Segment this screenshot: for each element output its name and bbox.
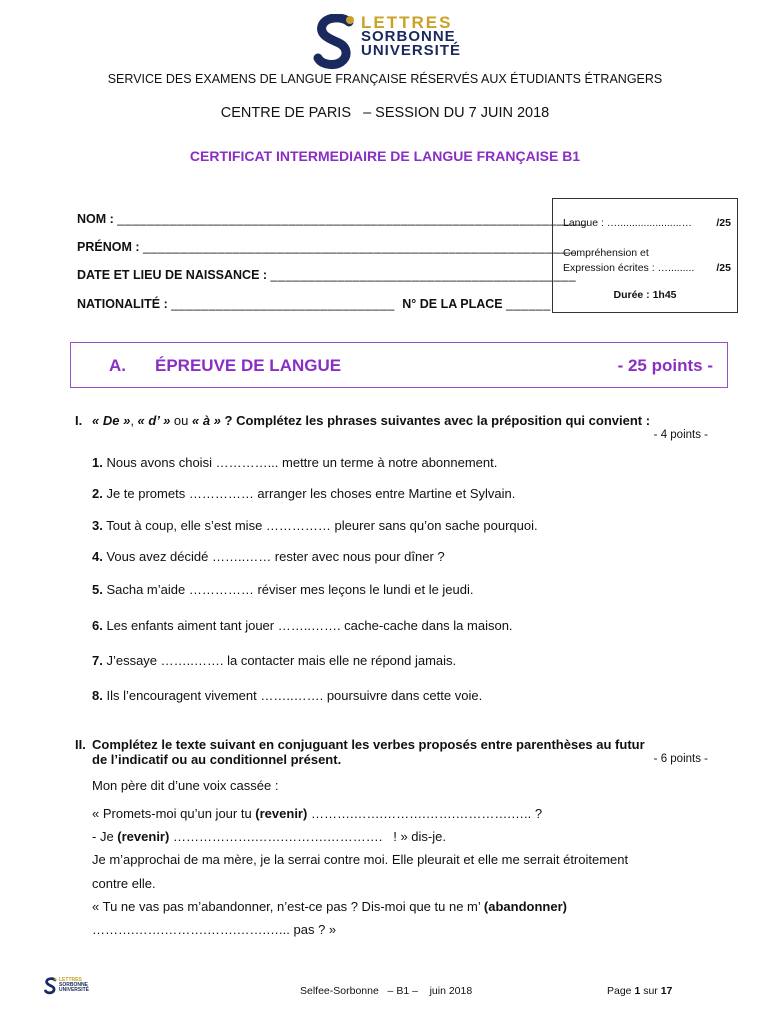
section-letter: A. (109, 356, 126, 375)
exercise-2-heading (75, 737, 715, 771)
footer-logo (44, 977, 94, 997)
exam-duration: Durée : 1h45 (613, 289, 677, 301)
nom-label: NOM : (77, 212, 114, 226)
exercise-1-heading (75, 413, 715, 431)
logo-wordmark (361, 13, 462, 59)
score-langue-points: /25 (716, 217, 731, 229)
exercise-2-line[interactable]: « Tu ne vas pas m’abandonner, n’est-ce pas ? Dis-moi que tu ne m’ (abandonner) (92, 899, 567, 914)
exercise-1-item[interactable]: 3. Tout à coup, elle s’est mise …………… pleurer sans qu’on sache pourquoi. (92, 518, 538, 533)
nationalite-label: NATIONALITÉ : (77, 297, 168, 311)
logo-line-lettres: LETTRES (361, 13, 453, 32)
sorbonne-s-icon (313, 14, 359, 70)
exercise-1-points: - 4 points - (653, 429, 708, 441)
page-number: Page 1 sur 17 (607, 985, 673, 997)
naissance-label: DATE ET LIEU DE NAISSANCE : (77, 268, 268, 282)
exercise-1-item[interactable]: 4. Vous avez décidé ……..…… rester avec nous pour dîner ? (92, 549, 445, 564)
nationalite-line (77, 297, 551, 311)
section-title: ÉPREUVE DE LANGUE (155, 356, 342, 375)
sorbonne-logo (313, 14, 473, 70)
exercise-1-number: I. (75, 413, 83, 428)
place-field[interactable]: ______ (506, 297, 551, 311)
exercise-1-item[interactable]: 6. Les enfants aiment tant jouer ……..……. cache-cache dans la maison. (92, 618, 513, 633)
naissance-field[interactable]: _________________________________________ (270, 268, 577, 282)
score-comprehension-label-1: Compréhension et (563, 247, 649, 259)
logo-line-universite: UNIVERSITÉ (361, 42, 462, 59)
exercise-1-item[interactable]: 1. Nous avons choisi …………... mettre un terme à notre abonnement. (92, 455, 498, 470)
exercise-2-instruction-1: Complétez le texte suivant en conjuguant les verbes proposés entre parenthèses au futur (92, 737, 645, 752)
prenom-line (77, 240, 575, 254)
score-comprehension-label-2: Expression écrites : …......... (563, 262, 695, 274)
exercise-2-intro: Mon père dit d’une voix cassée : (92, 778, 279, 793)
nom-line (77, 212, 587, 226)
exercise-1-item[interactable]: 7. J’essaye ……..……. la contacter mais elle ne répond jamais. (92, 653, 457, 668)
section-a-header (70, 342, 728, 388)
exercise-2-number: II. (75, 737, 86, 752)
section-points: - 25 points - (617, 356, 713, 375)
exercise-2-instruction-2: de l’indicatif ou au conditionnel présent. (92, 752, 342, 767)
score-langue (563, 217, 731, 229)
exercise-2-line[interactable]: « Promets-moi qu’un jour tu (revenir) ……….…….……….…….………….….. ? (92, 806, 543, 821)
certificate-title: CERTIFICAT INTERMEDIAIRE DE LANGUE FRANÇAISE B1 (189, 148, 581, 164)
score-box (552, 198, 738, 313)
exercise-1-instruction: « De », « d’ » ou « à » ? Complétez les phrases suivantes avec la préposition qui convient : (92, 413, 651, 428)
nom-field[interactable]: _______________________________________________________________ (117, 212, 587, 226)
exercise-2-line[interactable]: - Je (revenir) ……………….…….……….…………. ! » dis-je. (92, 829, 446, 844)
exercise-1-item[interactable]: 8. Ils l’encouragent vivement ……..……. poursuivre dans cette voie. (92, 688, 483, 703)
exercise-2-points: - 6 points - (653, 753, 708, 765)
footer-logo-text: LETTRES SORBONNE UNIVERSITÉ (59, 977, 90, 993)
logo-line-sorbonne: SORBONNE (361, 28, 456, 45)
footer-center: Selfee-Sorbonne – B1 – juin 2018 (300, 985, 473, 997)
prenom-label: PRÉNOM : (77, 240, 140, 254)
session-header: CENTRE DE PARIS – SESSION DU 7 JUIN 2018 (220, 105, 550, 121)
score-comprehension (563, 262, 731, 274)
nationalite-field[interactable]: ______________________________ (171, 297, 395, 311)
exercise-1-item[interactable]: 2. Je te promets …………… arranger les choses entre Martine et Sylvain. (92, 486, 516, 501)
score-langue-label: Langue : …......................… (563, 217, 692, 229)
footer-s-icon (44, 977, 58, 995)
exercise-2-line: contre elle. (92, 876, 156, 891)
naissance-line (77, 268, 576, 282)
exercise-2-line: Je m’approchai de ma mère, je la serrai contre moi. Elle pleurait et elle me serrait étroitement (92, 852, 629, 867)
score-comprehension-points: /25 (716, 262, 731, 274)
exercise-2-line[interactable]: ……….…….……….…….…….…... pas ? » (92, 922, 337, 937)
place-label: N° DE LA PLACE (402, 297, 503, 311)
prenom-field[interactable]: __________________________________________________________ (142, 240, 576, 254)
exercise-1-item[interactable]: 5. Sacha m’aide …………… réviser mes leçons le lundi et le jeudi. (92, 582, 474, 597)
service-header: SERVICE DES EXAMENS DE LANGUE FRANÇAISE RÉSERVÉS AUX ÉTUDIANTS ÉTRANGERS (107, 72, 663, 86)
